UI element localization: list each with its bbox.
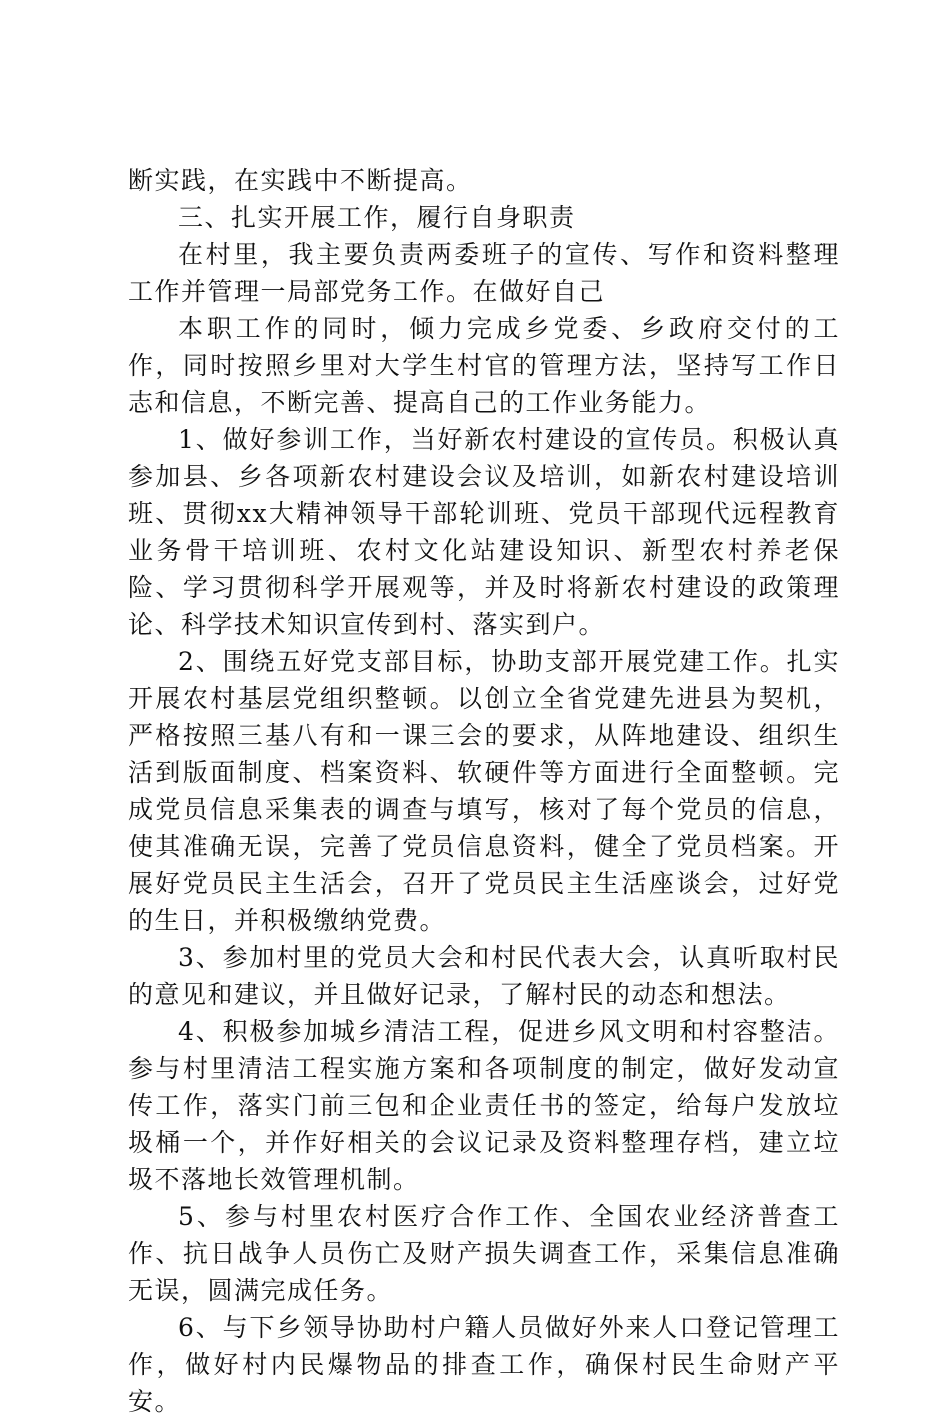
list-item-2: 2、围绕五好党支部目标，协助支部开展党建工作。扎实开展农村基层党组织整顿。以创立全省党建先进县为契机，严格按照三基八有和一课三会的要求，从阵地建设、组织生活到版面制度、档案资料、软硬件等方面进行全面整顿。完成党员信息采集表的调查与填写，核对了每个党员的信息，使其准确无误，完善了党员信息资料，健全了党员档案。开展好党员民主生活会，召开了党员民主生活座谈会，过好党的生日，并积极缴纳党费。 [128,647,840,935]
paragraph-continuation: 断实践，在实践中不断提高。 [128,166,473,195]
list-item-6: 6、与下乡领导协助村户籍人员做好外来人口登记管理工作，做好村内民爆物品的排查工作，确保村民生命财产平安。 [128,1313,840,1416]
list-item-4: 4、积极参加城乡清洁工程，促进乡风文明和村容整洁。参与村里清洁工程实施方案和各项制度的制定，做好发动宣传工作，落实门前三包和企业责任书的签定，给每户发放垃圾桶一个，并作好相关的会议记录及资料整理存档，建立垃圾不落地长效管理机制。 [128,1017,840,1194]
document-body [128,162,840,1420]
list-item-3: 3、参加村里的党员大会和村民代表大会，认真听取村民的意见和建议，并且做好记录，了解村民的动态和想法。 [128,943,840,1009]
paragraph: 在村里，我主要负责两委班子的宣传、写作和资料整理工作并管理一局部党务工作。在做好自己 [128,240,840,306]
paragraph: 本职工作的同时，倾力完成乡党委、乡政府交付的工作，同时按照乡里对大学生村官的管理方法，坚持写工作日志和信息，不断完善、提高自己的工作业务能力。 [128,314,840,417]
list-item-1: 1、做好参训工作，当好新农村建设的宣传员。积极认真参加县、乡各项新农村建设会议及培训，如新农村建设培训班、贯彻xx大精神领导干部轮训班、党员干部现代远程教育业务骨干培训班、农村文化站建设知识、新型农村养老保险、学习贯彻科学开展观等，并及时将新农村建设的政策理论、科学技术知识宣传到村、落实到户。 [128,425,840,639]
list-item-5: 5、参与村里农村医疗合作工作、全国农业经济普查工作、抗日战争人员伤亡及财产损失调查工作，采集信息准确无误，圆满完成任务。 [128,1202,840,1305]
section-heading: 三、扎实开展工作，履行自身职责 [178,203,576,232]
